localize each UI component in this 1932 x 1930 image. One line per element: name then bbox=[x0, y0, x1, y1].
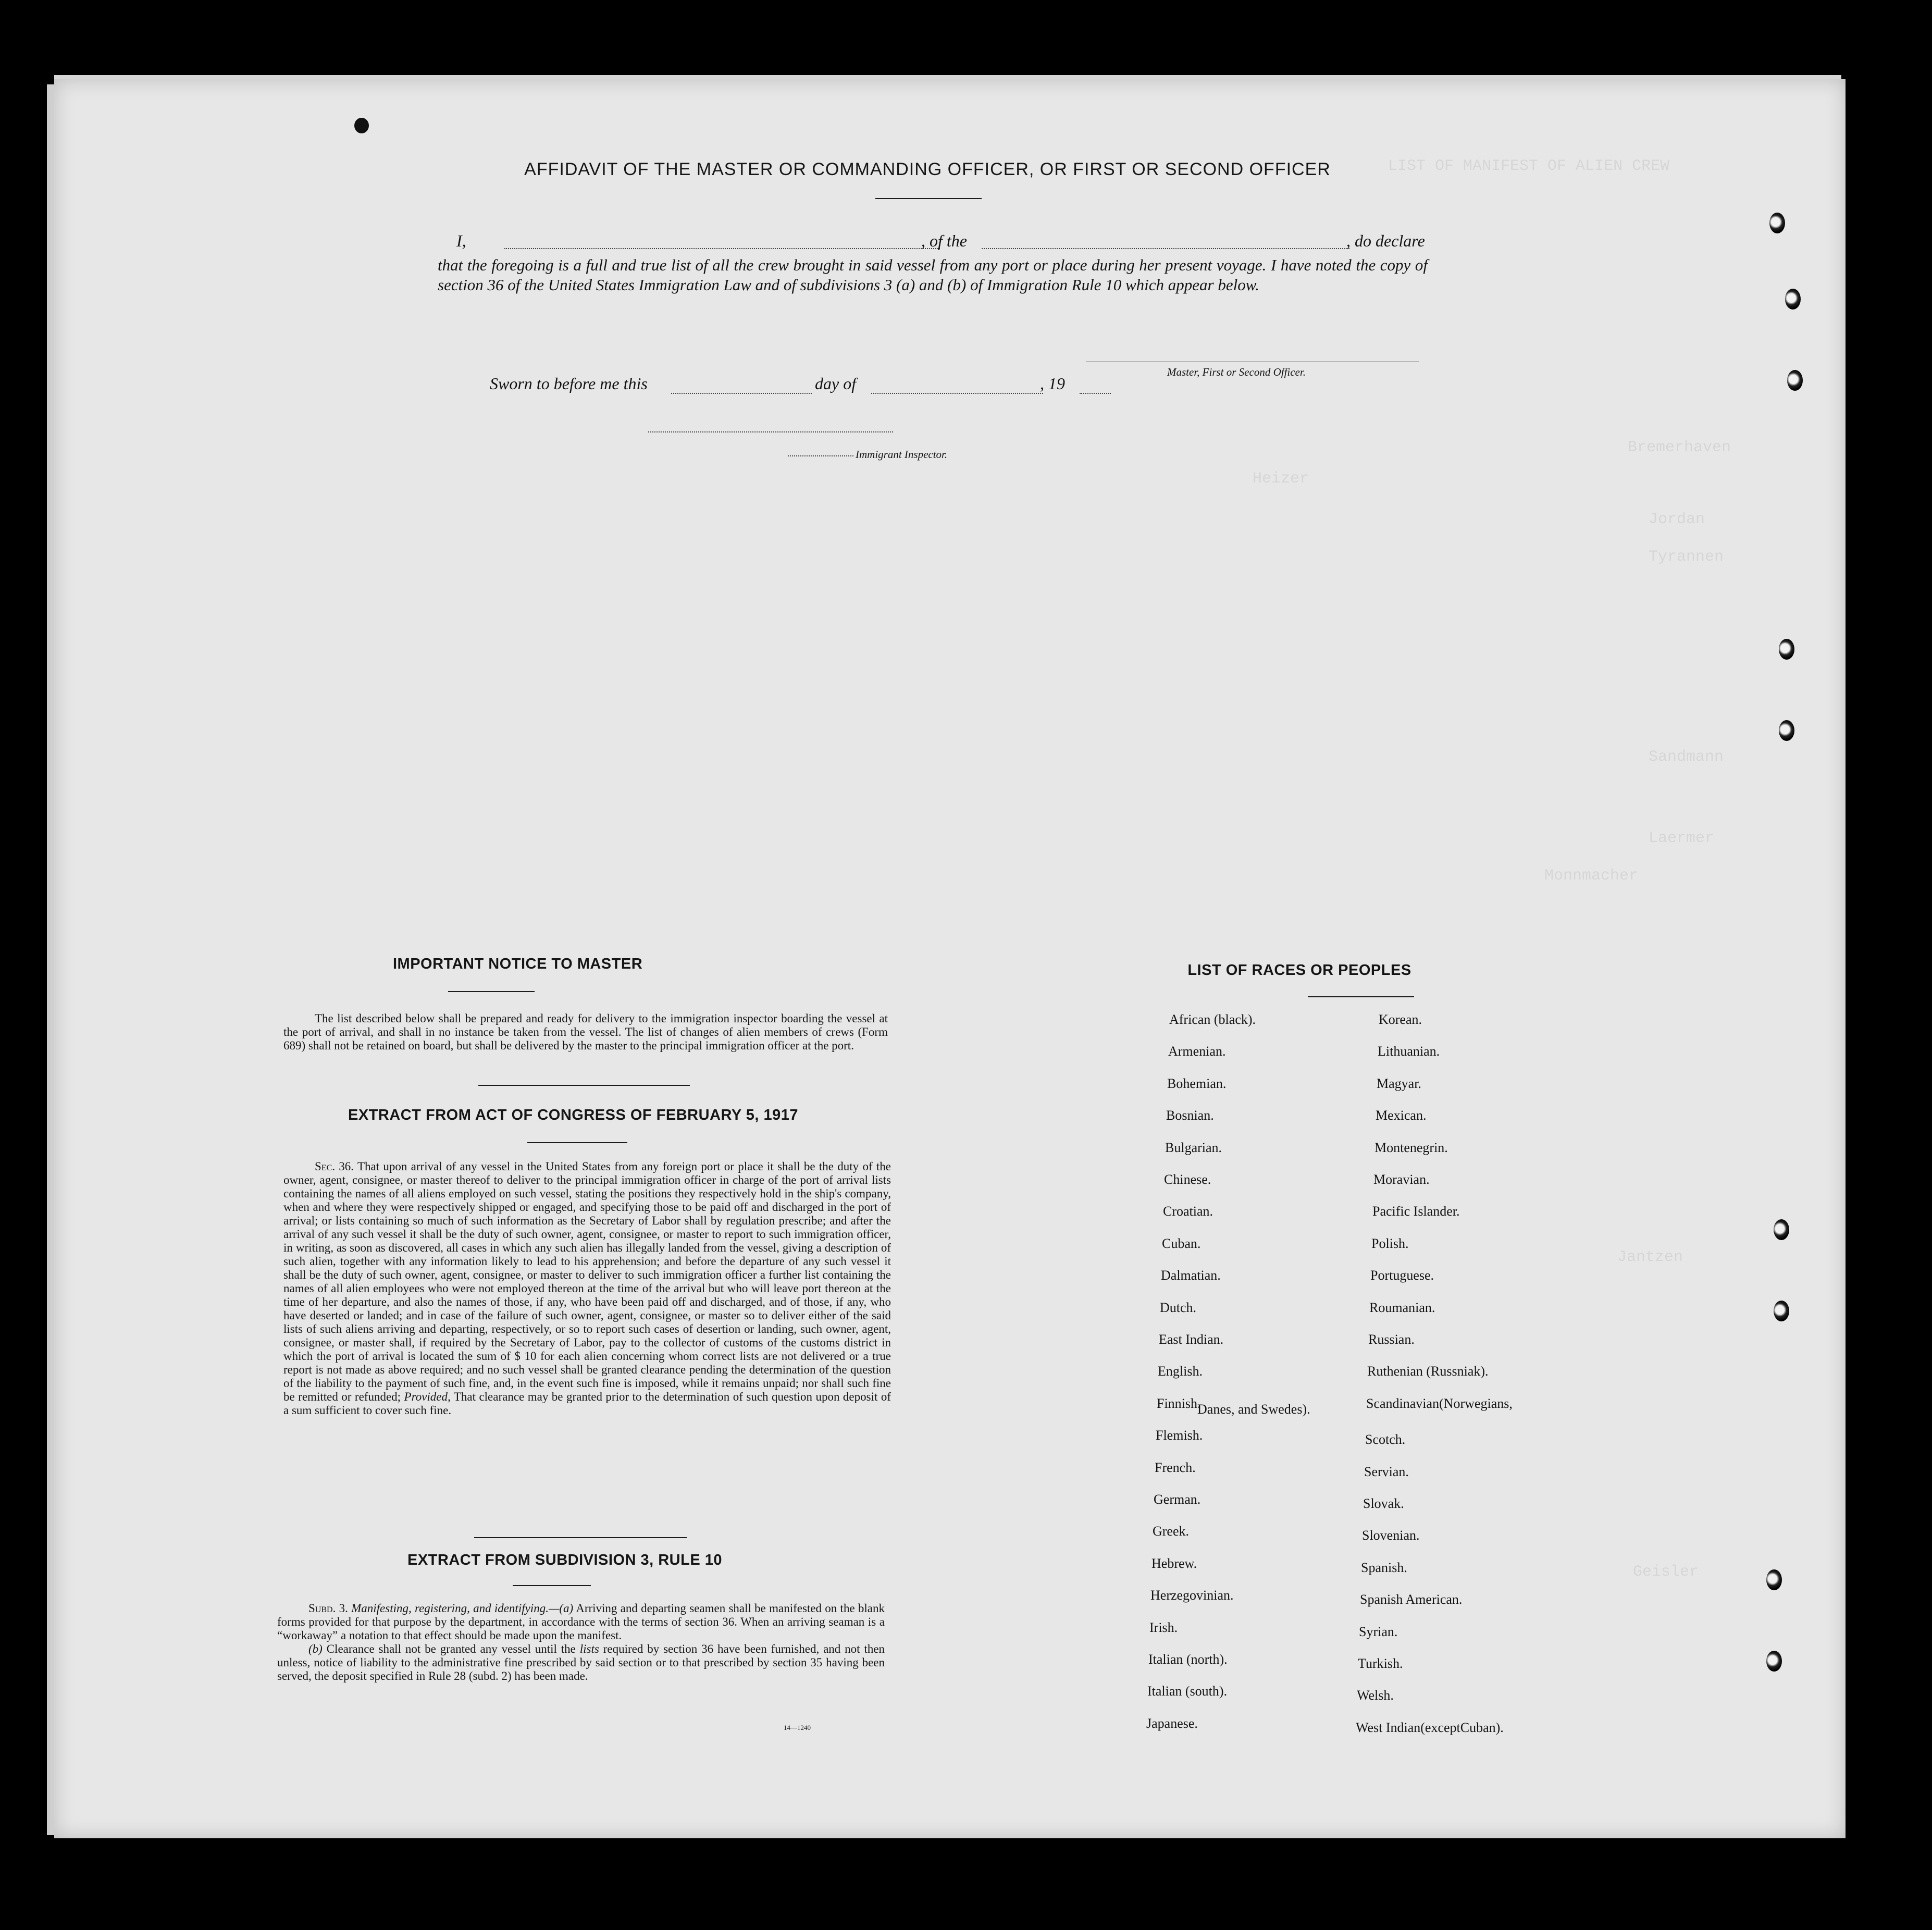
b-label: (b) bbox=[308, 1642, 323, 1655]
races-rule bbox=[1308, 996, 1414, 997]
lists-word: lists bbox=[579, 1642, 599, 1655]
punch-hole bbox=[1774, 1219, 1789, 1240]
affidavit-title: AFFIDAVIT OF THE MASTER OR COMMANDING OFFICER, OR FIRST OR SECOND OFFICER bbox=[524, 159, 1331, 179]
race-item: Greek. bbox=[1153, 1524, 1190, 1539]
punch-hole bbox=[1779, 720, 1794, 741]
rule-text-b1: Clearance shall not be granted any vessel until the bbox=[326, 1642, 576, 1655]
day-blank[interactable] bbox=[671, 393, 812, 394]
race-item: Syrian. bbox=[1359, 1624, 1398, 1639]
race-item: Spanish American. bbox=[1360, 1592, 1463, 1607]
race-item: Armenian. bbox=[1168, 1044, 1226, 1059]
inspector-label: Immigrant Inspector. bbox=[856, 448, 948, 461]
race-item: Montenegrin. bbox=[1374, 1140, 1448, 1155]
race-item: Cuban. bbox=[1162, 1236, 1201, 1251]
punch-hole bbox=[1774, 1301, 1789, 1321]
i-label: I, bbox=[456, 231, 466, 250]
rule-heading: EXTRACT FROM SUBDIVISION 3, RULE 10 bbox=[407, 1552, 722, 1568]
race-item: French. bbox=[1155, 1460, 1196, 1475]
race-item: Croatian. bbox=[1163, 1204, 1213, 1219]
ink-spot bbox=[354, 118, 369, 133]
punch-hole bbox=[1779, 639, 1794, 660]
vessel-blank[interactable] bbox=[982, 248, 1349, 249]
year-label: , 19 bbox=[1040, 374, 1065, 393]
race-item: Magyar. bbox=[1377, 1076, 1421, 1091]
race-item: Dutch. bbox=[1160, 1300, 1197, 1315]
race-item: English. bbox=[1158, 1364, 1203, 1379]
races-heading: LIST OF RACES OR PEOPLES bbox=[1187, 962, 1411, 979]
act-text-end: That clearance may be granted prior to the determination of such question upon deposit of a sum sufficient to cover such fine. bbox=[283, 1390, 891, 1417]
subd-label: Subd. 3. bbox=[308, 1602, 348, 1615]
act-rule bbox=[527, 1142, 627, 1143]
bleed-through: Tyrannen bbox=[1649, 548, 1724, 566]
race-item: Italian (north). bbox=[1148, 1652, 1228, 1667]
master-signature-label: Master, First or Second Officer. bbox=[1167, 366, 1306, 378]
bleed-through: Jordan bbox=[1649, 511, 1705, 528]
race-item: Turkish. bbox=[1358, 1656, 1403, 1671]
rule-text-b2: required by section 36 have been furnished, and not then unless, notice of liability to the administrative fine prescribed by said section or to that prescribed by section 35 having been served, the deposit specified in Rule 28 (subd. 2) has been made. bbox=[277, 1642, 885, 1682]
race-item: German. bbox=[1154, 1492, 1201, 1507]
rule-heading-rule bbox=[513, 1585, 591, 1586]
act-heading: EXTRACT FROM ACT OF CONGRESS OF FEBRUARY 5, 1917 bbox=[348, 1107, 799, 1123]
race-item: Chinese. bbox=[1164, 1172, 1211, 1187]
rule-text-a: Arriving and departing seamen shall be manifested on the blank forms provided for that purpose by the department, in accordance with the terms of section 36. When an arriving seaman is a “workaway” a notation to that effect should be made upon the manifest. bbox=[277, 1602, 885, 1642]
race-item: Hebrew. bbox=[1151, 1556, 1197, 1571]
race-item: Lithuanian. bbox=[1378, 1044, 1440, 1059]
race-item: African (black). bbox=[1169, 1012, 1256, 1027]
race-item-continuation: Danes, and Swedes). bbox=[1197, 1402, 1310, 1417]
sworn-label: Sworn to before me this bbox=[490, 374, 648, 393]
affidavit-body: that the foregoing is a full and true list of all the crew brought in said vessel from any port or place during her present voyage. I have noted the copy of section 36 of the United States Immigration Law and of subdivisions 3 (a) and (b) of Immigration Rule 10 which appear below. bbox=[438, 256, 1428, 294]
sec-label: Sec. 36. bbox=[315, 1160, 354, 1173]
punch-hole bbox=[1785, 289, 1801, 310]
race-item: Bohemian. bbox=[1167, 1076, 1227, 1091]
race-item: Herzegovinian. bbox=[1150, 1588, 1234, 1603]
punch-hole bbox=[1787, 370, 1803, 391]
race-item: Portuguese. bbox=[1370, 1268, 1434, 1283]
declare-label: , do declare bbox=[1346, 231, 1425, 250]
rule-text bbox=[277, 1602, 885, 1683]
race-item: Scandinavian(Norwegians, bbox=[1366, 1396, 1513, 1411]
notice-text-content: The list described below shall be prepared and ready for delivery to the immigration inspector boarding the vessel at the port of arrival, and shall in no instance be taken from the vessel. The list of changes of alien members of crews (Form 689) shall not be retained on board, but shall be delivered by the master to the principal immigration officer at the port. bbox=[283, 1012, 888, 1052]
document-page bbox=[54, 79, 1846, 1838]
race-item: Moravian. bbox=[1373, 1172, 1430, 1187]
race-item: Italian (south). bbox=[1147, 1684, 1228, 1699]
form-number: 14—1240 bbox=[784, 1724, 811, 1731]
notice-rule bbox=[448, 991, 535, 992]
bleed-through: Geisler bbox=[1633, 1563, 1699, 1581]
race-item: Ruthenian (Russniak). bbox=[1367, 1364, 1489, 1379]
race-item: Servian. bbox=[1364, 1464, 1409, 1479]
race-item: Bulgarian. bbox=[1165, 1140, 1222, 1155]
race-item: Scotch. bbox=[1365, 1432, 1406, 1447]
year-blank[interactable] bbox=[1080, 393, 1111, 394]
race-item: Japanese. bbox=[1146, 1716, 1198, 1731]
inspector-dots bbox=[788, 455, 853, 456]
race-item: Slovak. bbox=[1363, 1496, 1404, 1511]
punch-hole bbox=[1766, 1651, 1782, 1672]
race-item: Russian. bbox=[1368, 1332, 1415, 1347]
bleed-through: Laermer bbox=[1649, 830, 1715, 847]
name-blank[interactable] bbox=[504, 248, 940, 249]
race-item: West Indian(exceptCuban). bbox=[1356, 1720, 1504, 1735]
bleed-through: Jantzen bbox=[1617, 1248, 1683, 1266]
bleed-through: Bremerhaven bbox=[1628, 439, 1731, 456]
act-text bbox=[283, 1160, 891, 1417]
race-item: Pacific Islander. bbox=[1372, 1204, 1460, 1219]
subd-title: Manifesting, registering, and identifying.—(a) bbox=[351, 1602, 574, 1615]
divider-rule bbox=[478, 1085, 690, 1086]
day-of-label: day of bbox=[815, 374, 857, 393]
race-item: Slovenian. bbox=[1362, 1528, 1420, 1543]
act-text-content: That upon arrival of any vessel in the United States from any foreign port or place it shall be the duty of the owner, agent, consignee, or master thereof to deliver to the principal immigration officer in charge of the port of arrival lists containing the names of all aliens employed on such vessel, stating the positions they respectively hold in the ship's company, when and where they were respectively shipped or engaged, and specifying those to be paid off and discharged in the port of arrival; or lists containing so much of such information as the Secretary of Labor shall by regulation prescribe; and after the arrival of any such vessel it shall be the duty of such owner, agent, consignee, or master to report to such immigration officer, in writing, as soon as discovered, all cases in which any such alien has illegally landed from the vessel, giving a description of such alien, together with any information likely to lead to his apprehension; and before the departure of any such vessel it shall be the duty of such owner, agent, consignee, or master to deliver to such immigration officer a further list containing the names of all alien employees who were not employed thereon at the time of the arrival but who will leave port thereon at the time of her departure, and also the names of those, if any, who have been paid off and discharged, and of those, if any, who have deserted or landed; and in case of the failure of such owner, agent, consignee, or master so to deliver either of the said lists of such aliens arriving and departing, respectively, or so to report such cases of desertion or landing, such owner, agent, consignee, or master shall, if required by the Secretary of Labor, pay to the collector of customs of the customs district in which the port of arrival is located the sum of $ 10 for each alien concerning whom correct lists are not delivered or a true report is not made as above required; and no such vessel shall be granted clearance pending the determination of the question of the liability to the payment of such fine, and, in the event such fine is imposed, while it remains unpaid; nor shall such fine be remitted or refunded; bbox=[283, 1160, 891, 1403]
race-item: Spanish. bbox=[1361, 1560, 1407, 1575]
race-item: Irish. bbox=[1149, 1620, 1178, 1635]
race-item: Mexican. bbox=[1376, 1108, 1427, 1123]
bleed-through: LIST OF MANIFEST OF ALIEN CREW bbox=[1388, 157, 1670, 175]
provided-label: Provided, bbox=[404, 1390, 451, 1403]
punch-hole bbox=[1769, 213, 1785, 233]
race-item: Bosnian. bbox=[1166, 1108, 1214, 1123]
race-item: Dalmatian. bbox=[1161, 1268, 1221, 1283]
notice-text bbox=[283, 1012, 888, 1053]
divider-rule bbox=[474, 1537, 687, 1538]
notice-heading: IMPORTANT NOTICE TO MASTER bbox=[393, 956, 643, 972]
month-blank[interactable] bbox=[871, 393, 1043, 394]
page-edge-top bbox=[54, 75, 1841, 79]
bleed-through: Sandmann bbox=[1649, 748, 1724, 766]
race-item: Polish. bbox=[1371, 1236, 1409, 1251]
punch-hole bbox=[1766, 1569, 1782, 1590]
title-rule bbox=[875, 198, 982, 199]
bleed-through: Monnmacher bbox=[1544, 867, 1639, 885]
inspector-signature-line[interactable] bbox=[648, 431, 893, 432]
race-item: Welsh. bbox=[1357, 1688, 1394, 1703]
race-item: Roumanian. bbox=[1369, 1300, 1435, 1315]
race-item: Flemish. bbox=[1156, 1428, 1203, 1443]
page-edge-left bbox=[47, 84, 54, 1835]
race-item: East Indian. bbox=[1159, 1332, 1224, 1347]
of-the-label: , of the bbox=[921, 231, 967, 250]
race-item: Finnish. bbox=[1157, 1396, 1201, 1411]
bleed-through: Heizer bbox=[1253, 470, 1309, 488]
race-item: Korean. bbox=[1379, 1012, 1422, 1027]
